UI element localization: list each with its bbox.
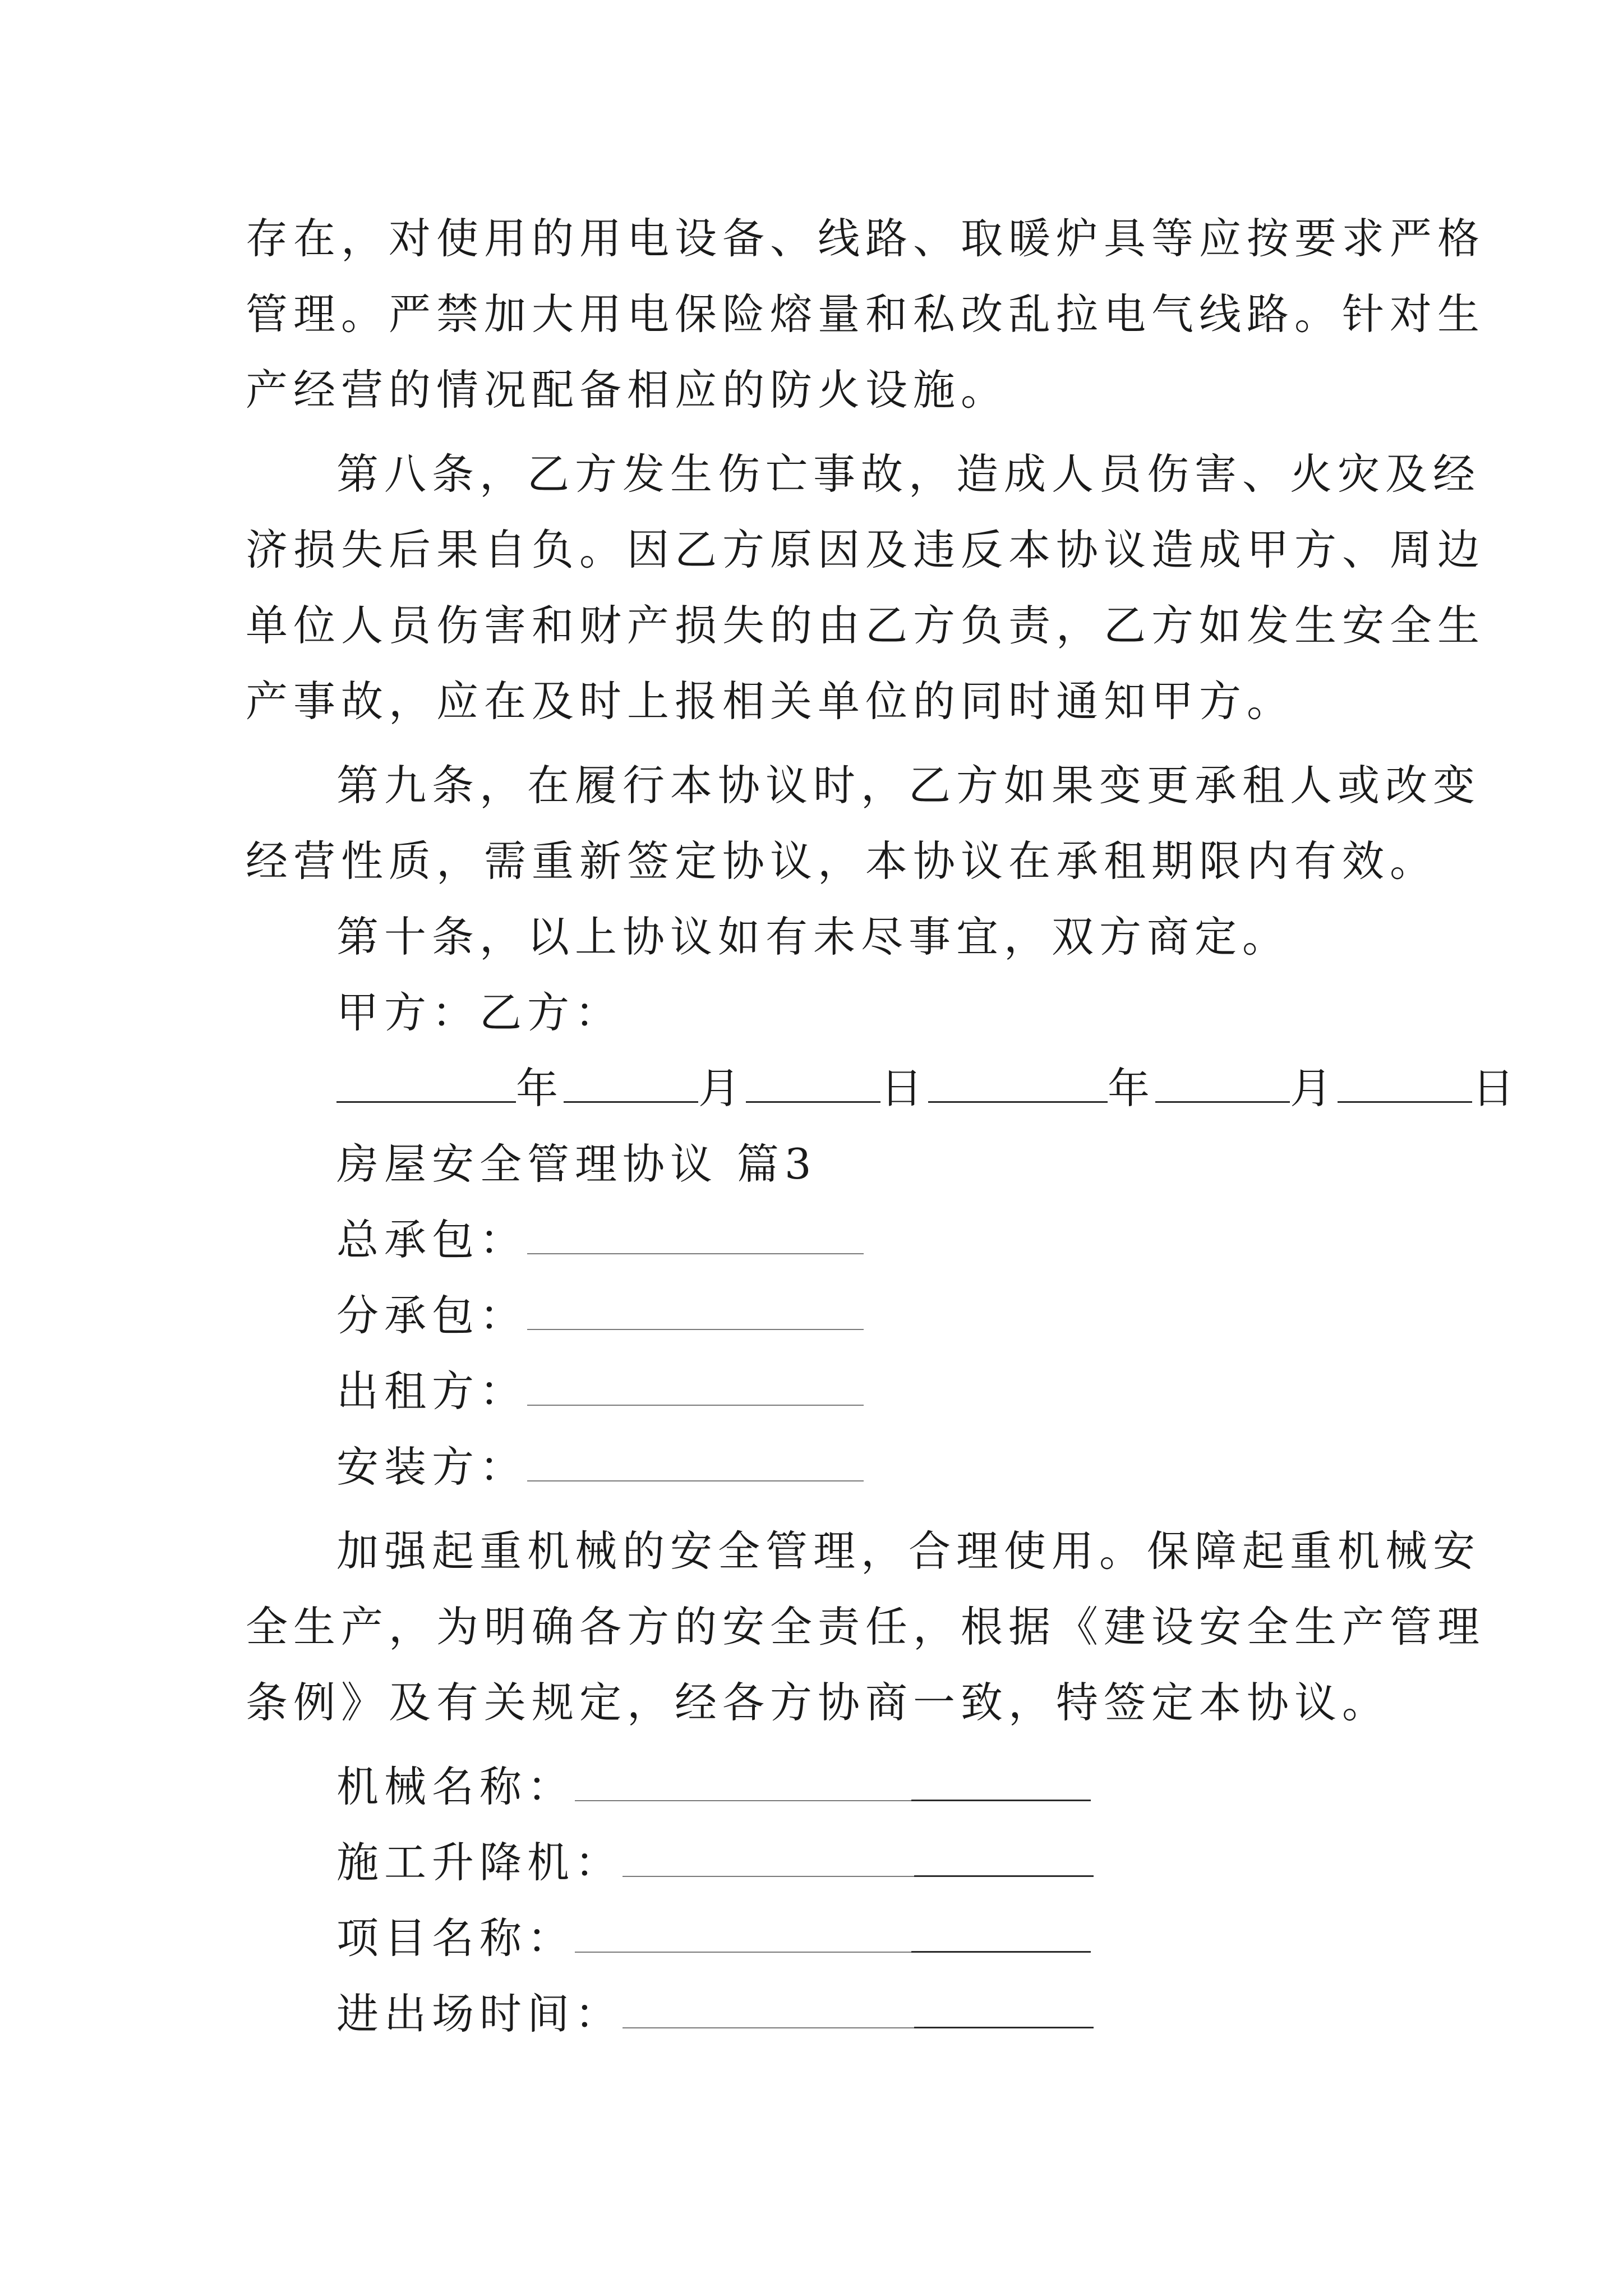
installer-blank[interactable]	[527, 1447, 864, 1481]
entry-exit-time-blank-extra	[914, 1993, 1094, 2028]
general-contractor-label: 总承包：	[336, 1215, 528, 1264]
machine-name-field	[336, 1759, 1091, 1815]
project-name-label: 项目名称：	[336, 1913, 575, 1963]
article-8-line: 产事故，应在及时上报相关单位的同时通知甲方。	[246, 677, 1295, 726]
article-9-line: 第九条，在履行本协议时，乙方如果变更承租人或改变	[336, 761, 1481, 810]
entry-exit-time-blank[interactable]	[623, 1994, 914, 2028]
project-name-field	[336, 1910, 1091, 1966]
installer-label: 安装方：	[336, 1442, 528, 1492]
general-contractor-field	[336, 1212, 864, 1268]
construction-hoist-blank[interactable]	[623, 1842, 914, 1877]
month-label: 月	[698, 1064, 746, 1113]
lessor-label: 出租方：	[336, 1366, 528, 1416]
article-9-line: 经营性质，需重新签定协议，本协议在承租期限内有效。	[246, 836, 1438, 886]
month-blank	[1155, 1068, 1290, 1103]
date-signature-line	[336, 1060, 1520, 1116]
entry-exit-time-field	[336, 1986, 1094, 2042]
month-label: 月	[1290, 1064, 1338, 1113]
intro-line: 加强起重机械的安全管理，合理使用。保障起重机械安	[336, 1526, 1481, 1576]
article-8-line: 第八条，乙方发生伤亡事故，造成人员伤害、火灾及经	[336, 449, 1481, 499]
year-blank	[336, 1068, 516, 1103]
entry-exit-time-label: 进出场时间：	[336, 1989, 623, 2039]
paragraph-line: 存在，对使用的用电设备、线路、取暖炉具等应按要求严格	[246, 214, 1486, 263]
subcontractor-field	[336, 1287, 864, 1343]
day-blank	[1338, 1068, 1472, 1103]
construction-hoist-field	[336, 1834, 1094, 1890]
subcontractor-label: 分承包：	[336, 1291, 528, 1340]
year-label: 年	[516, 1064, 564, 1113]
subcontractor-blank[interactable]	[527, 1295, 864, 1330]
day-label: 日	[1472, 1064, 1520, 1113]
article-8-line: 济损失后果自负。因乙方原因及违反本协议造成甲方、周边	[246, 525, 1486, 574]
general-contractor-blank[interactable]	[527, 1220, 864, 1254]
lessor-blank[interactable]	[527, 1371, 864, 1406]
year-label: 年	[1108, 1064, 1156, 1113]
construction-hoist-label: 施工升降机：	[336, 1838, 623, 1887]
paragraph-line: 管理。严禁加大用电保险熔量和私改乱拉电气线路。针对生	[246, 289, 1486, 339]
article-10: 第十条，以上协议如有未尽事宜，双方商定。	[336, 912, 1290, 961]
paragraph-line: 产经营的情况配备相应的防火设施。	[246, 365, 1009, 415]
project-name-blank-extra	[911, 1917, 1091, 1953]
intro-line: 全生产，为明确各方的安全责任，根据《建设安全生产管理	[246, 1602, 1486, 1651]
parties-line: 甲方：乙方：	[336, 988, 623, 1037]
section-title: 房屋安全管理协议 篇3	[336, 1139, 817, 1189]
article-8-line: 单位人员伤害和财产损失的由乙方负责，乙方如发生安全生	[246, 601, 1486, 650]
machine-name-blank-extra	[911, 1766, 1091, 1801]
construction-hoist-blank-extra	[914, 1842, 1094, 1877]
project-name-blank[interactable]	[575, 1918, 911, 1953]
intro-line: 条例》及有关规定，经各方协商一致，特签定本协议。	[246, 1678, 1390, 1727]
lessor-field	[336, 1363, 864, 1419]
month-blank	[564, 1068, 698, 1103]
day-label: 日	[880, 1064, 929, 1113]
year-blank	[928, 1068, 1108, 1103]
machine-name-label: 机械名称：	[336, 1762, 575, 1811]
day-blank	[746, 1068, 880, 1103]
machine-name-blank[interactable]	[575, 1766, 911, 1801]
installer-field	[336, 1439, 864, 1495]
